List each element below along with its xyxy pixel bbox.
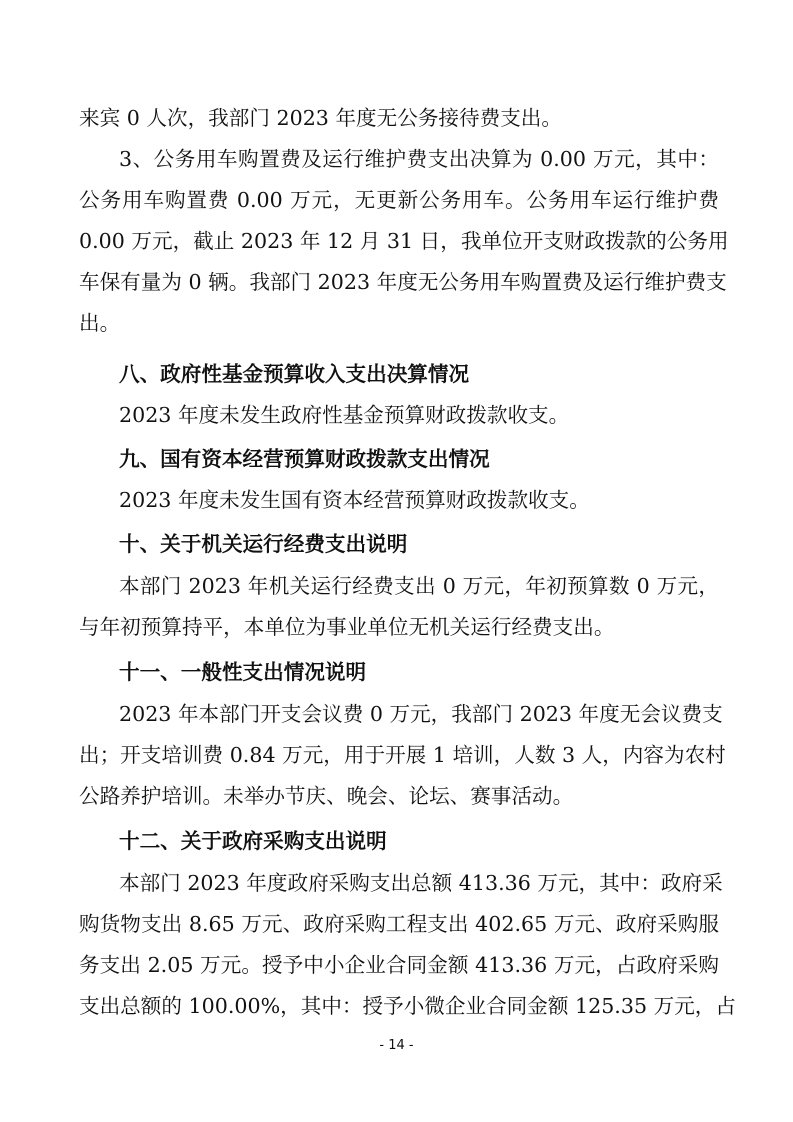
body-text-line: 车保有量为 0 辆。我部门 2023 年度无公务用车购置费及运行维护费支 (79, 270, 727, 294)
body-text-line: 本部门 2023 年机关运行经费支出 0 万元，年初预算数 0 万元， (119, 574, 719, 598)
body-text-line: 支出总额的 100.00%，其中：授予小微企业合同金额 125.35 万元，占 (79, 994, 736, 1018)
body-text-line: 0.00 万元，截止 2023 年 12 月 31 日，我单位开支财政拨款的公务用 (79, 229, 729, 253)
body-text-line: 2023 年本部门开支会议费 0 万元，我部门 2023 年度无会议费支 (119, 702, 723, 726)
section-heading: 九、国有资本经营预算财政拨款支出情况 (119, 447, 490, 471)
body-text-line: 2023 年度未发生国有资本经营预算财政拨款收支。 (119, 488, 590, 512)
body-text-line: 购货物支出 8.65 万元、政府采购工程支出 402.65 万元、政府采购服 (79, 912, 719, 936)
body-text-line: 3、公务用车购置费及运行维护费支出决算为 0.00 万元，其中： (119, 147, 719, 171)
section-heading: 八、政府性基金预算收入支出决算情况 (119, 362, 470, 386)
body-text-line: 公务用车购置费 0.00 万元，无更新公务用车。公务用车运行维护费 (79, 188, 719, 212)
body-text-line: 来宾 0 人次，我部门 2023 年度无公务接待费支出。 (79, 106, 562, 130)
section-heading: 十二、关于政府采购支出说明 (119, 829, 387, 853)
body-text-line: 本部门 2023 年度政府采购支出总额 413.36 万元，其中：政府采 (119, 871, 723, 895)
section-heading: 十、关于机关运行经费支出说明 (119, 532, 408, 556)
body-text-line: 出；开支培训费 0.84 万元，用于开展 1 培训，人数 3 人，内容为农村 (79, 743, 726, 767)
body-text-line: 公路养护培训。未举办节庆、晚会、论坛、赛事活动。 (79, 784, 574, 808)
page-number: - 14 - (379, 1038, 414, 1053)
body-text-line: 与年初预算持平，本单位为事业单位无机关运行经费支出。 (79, 615, 615, 639)
body-text-line: 出。 (79, 311, 121, 335)
body-text-line: 2023 年度未发生政府性基金预算财政拨款收支。 (119, 403, 570, 427)
section-heading: 十一、一般性支出情况说明 (119, 660, 367, 684)
body-text-line: 务支出 2.05 万元。授予中小企业合同金额 413.36 万元，占政府采购 (79, 953, 719, 977)
